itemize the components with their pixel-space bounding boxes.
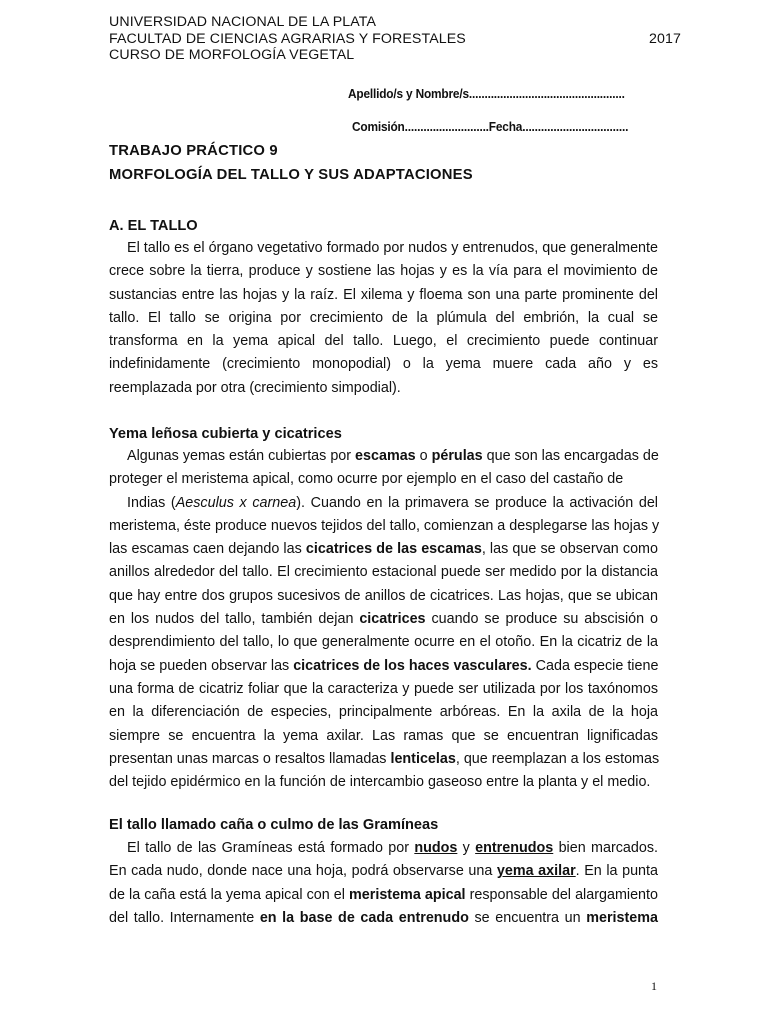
text-line: crece sobre la tierra, produce y sostiene las hojas y es la vía para el movimiento de bbox=[109, 263, 658, 280]
text-line: El tallo es el órgano vegetativo formado por nudos y entrenudos, que generalmente bbox=[127, 240, 658, 256]
text-line: Algunas yemas están cubiertas por escamas o pérulas que son las encargadas de bbox=[127, 448, 659, 464]
document-title: MORFOLOGÍA DEL TALLO Y SUS ADAPTACIONES bbox=[109, 167, 473, 183]
text-line: desprendimiento del tallo, lo que generalmente ocurre en el otoño. En la cicatriz de la bbox=[109, 634, 658, 651]
text-line: en la diferenciación de especies, principalmente arbóreas. En la axila de la hoja bbox=[109, 704, 658, 721]
yema-paragraph bbox=[109, 445, 658, 794]
text-line: en los nudos del tallo, también dejan cicatrices cuando se produce su abscisión o bbox=[109, 611, 658, 628]
text-line: las escamas caen dejando las cicatrices de las escamas, las que se observan como bbox=[109, 541, 658, 558]
text-line: proteger el meristema apical, como ocurre por ejemplo en el caso del castaño de bbox=[109, 471, 624, 488]
page-number: 1 bbox=[651, 979, 657, 993]
text-line: una forma de cicatriz foliar que la caracteriza y puede ser utilizada por los taxónomos bbox=[109, 680, 658, 697]
document-header bbox=[109, 14, 681, 64]
text-line: de la caña está la yema apical con el meristema apical responsable del alargamiento bbox=[109, 886, 658, 903]
cana-paragraph bbox=[109, 837, 658, 930]
yema-heading: Yema leñosa cubierta y cicatrices bbox=[109, 426, 342, 442]
year: 2017 bbox=[649, 30, 681, 47]
section-a-paragraph bbox=[109, 237, 658, 400]
course-name: CURSO DE MORFOLOGÍA VEGETAL bbox=[109, 47, 355, 63]
text-line: del tejido epidérmico en la función de intercambio gaseoso entre la planta y el medio. bbox=[109, 774, 651, 791]
text-line: reemplazada por otra (crecimiento simpodial). bbox=[109, 379, 401, 396]
university-name: UNIVERSIDAD NACIONAL DE LA PLATA bbox=[109, 14, 377, 30]
text-line: siempre se encuentra la yema axilar. Las ramas que se encuentran lignificadas bbox=[109, 727, 658, 744]
text-line: El tallo de las Gramíneas está formado por nudos y entrenudos bien marcados. bbox=[127, 840, 658, 856]
text-line: anillos alrededor del tallo. El crecimiento estacional puede ser medido por la distancia bbox=[109, 564, 658, 581]
text-line: En cada nudo, donde nace una hoja, podrá observarse una yema axilar. En la punta bbox=[109, 863, 658, 880]
text-line: transforma en la yema apical del tallo. Luego, el crecimiento puede continuar bbox=[109, 333, 658, 350]
text-line: que hay entre dos grupos sucesivos de anillos de cicatrices. Las hojas, que se ubican bbox=[109, 587, 658, 604]
text-line: tallo. El tallo se origina por crecimiento de la plúmula del embrión, la cual se bbox=[109, 309, 658, 326]
text-line: indefinidamente (crecimiento monopodial) o la yema muere cada año y es bbox=[109, 356, 658, 373]
faculty-name: FACULTAD DE CIENCIAS AGRARIAS Y FORESTALES bbox=[109, 30, 466, 47]
text-line: presentan unas marcas o resaltos llamadas lenticelas, que reemplazan a los estomas bbox=[109, 750, 660, 767]
cana-heading: El tallo llamado caña o culmo de las Gramíneas bbox=[109, 817, 439, 833]
text-line: sustancias entre las hojas y la raíz. El xilema y floema son una parte prominente del bbox=[109, 286, 658, 303]
section-a-heading: A. EL TALLO bbox=[109, 218, 198, 234]
name-field-line: Apellido/s y Nombre/s.................................................. bbox=[348, 86, 625, 101]
text-line: del tallo. Internamente en la base de cada entrenudo se encuentra un meristema bbox=[109, 909, 658, 926]
commission-date-line: Comisión...........................Fecha.................................. bbox=[352, 119, 629, 134]
text-line: hoja se pueden observar las cicatrices de los haces vasculares. Cada especie tiene bbox=[109, 657, 659, 674]
text-line: meristema, éste produce nuevos tejidos del tallo, comienzan a desplegarse las hojas y bbox=[109, 517, 660, 534]
text-line: Indias (Aesculus x carnea). Cuando en la primavera se produce la activación del bbox=[127, 494, 658, 511]
practical-title: TRABAJO PRÁCTICO 9 bbox=[109, 143, 278, 159]
